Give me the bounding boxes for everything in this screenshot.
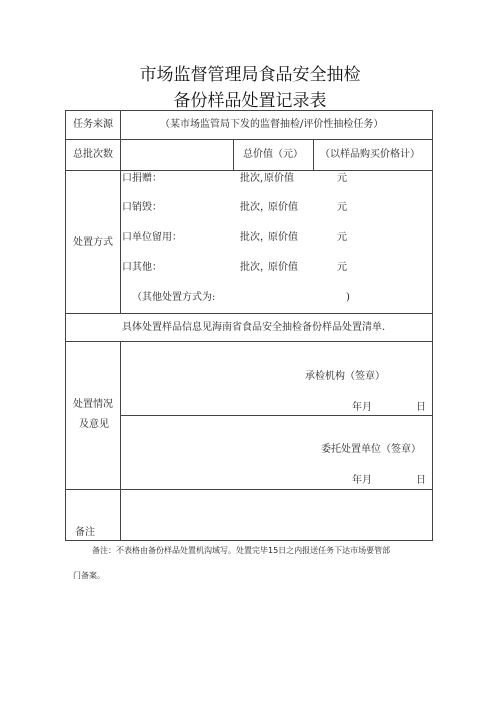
- page-title: 市场监督管理局食品安全抽检: [139, 65, 361, 85]
- option-unit: 批次，: [240, 232, 270, 243]
- option-value-label: 原价值: [268, 262, 298, 273]
- option-currency: 元: [337, 173, 347, 184]
- option-name: 口捐赠：: [122, 173, 162, 184]
- total-batches-label: 总批次数: [73, 149, 113, 160]
- task-source-value: （某市场监管局下发的监督抽检/评价性抽检任务）: [160, 119, 384, 130]
- remarks-label: 备注: [75, 527, 95, 538]
- opinion-label-line2: 及意见: [79, 419, 109, 430]
- option-value-label: 原价值: [268, 232, 298, 243]
- col-divider: [233, 139, 234, 170]
- task-source-label: 任务来源: [73, 119, 113, 130]
- entrusting-date-d: 日: [416, 475, 426, 486]
- page-subtitle: 备份样品处置记录表: [173, 91, 327, 111]
- option-currency: 元: [337, 262, 347, 273]
- opinion-label-line1: 处置情况: [73, 399, 113, 410]
- option-unit: 批次,: [240, 173, 264, 184]
- inspection-org-signature: 承检机构（签章）: [305, 371, 385, 382]
- inspection-date-d: 日: [416, 402, 426, 413]
- footnote-line2: 门备案。: [73, 571, 105, 580]
- other-method-label: （其他处置方式为:: [132, 292, 216, 303]
- option-unit: 批次，: [240, 262, 270, 273]
- option-currency: 元: [337, 202, 347, 213]
- option-name: 口销毁：: [122, 202, 162, 213]
- total-value-label: 总价值（元）: [243, 149, 303, 160]
- entrusting-date-ym: 年月: [352, 475, 372, 486]
- entrusting-unit-signature: 委托处置单位（签章）: [321, 444, 421, 455]
- row-divider: [120, 415, 433, 416]
- option-name: 口其他：: [122, 262, 162, 273]
- other-method-close: ): [346, 292, 350, 303]
- disposal-label: 处置方式: [73, 237, 113, 248]
- col-divider: [120, 110, 121, 313]
- option-value-label: 原价值: [268, 202, 298, 213]
- row-divider: [65, 313, 433, 314]
- footnote-line1: 备注：不表格由备份样品处置机沟域写。处置完毕15日之内报送任务下达市场要管部: [92, 546, 391, 555]
- option-currency: 元: [337, 232, 347, 243]
- total-value-note: （以样品购买价格计）: [320, 149, 420, 160]
- option-value-label: 原价值: [264, 173, 294, 184]
- inspection-date-ym: 年月: [352, 402, 372, 413]
- col-divider: [313, 139, 314, 170]
- details-note: 具体处置样品信息见海南省食品安全抽检备份样品处置清单.: [122, 322, 386, 333]
- option-unit: 批次，: [240, 202, 270, 213]
- option-name: 口单位留用：: [122, 232, 182, 243]
- col-divider: [120, 341, 121, 541]
